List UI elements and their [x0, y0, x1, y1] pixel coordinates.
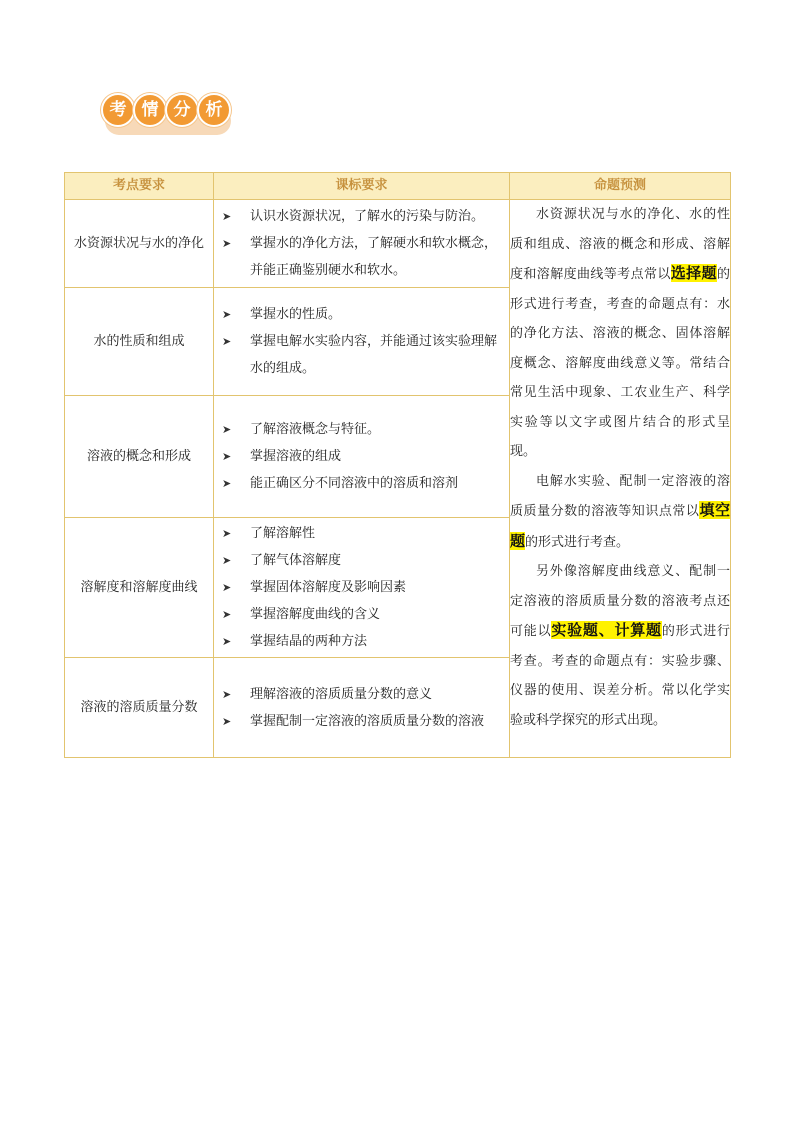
requirement-text: 掌握配制一定溶液的溶质质量分数的溶液 [250, 713, 485, 729]
list-item [222, 681, 509, 708]
arrowhead-bullet-icon: ➤ [222, 477, 232, 490]
list-item [222, 230, 509, 284]
requirement-text: 了解溶解性 [250, 526, 316, 541]
arrowhead-bullet-icon: ➤ [222, 527, 232, 540]
list-item [222, 628, 509, 655]
requirement-list [214, 416, 509, 497]
requirements-cell [214, 200, 510, 288]
requirements-cell [214, 518, 510, 658]
arrowhead-bullet-icon: ➤ [222, 635, 232, 648]
header-topic: 考点要求 [65, 173, 214, 200]
list-item [222, 470, 509, 497]
requirement-text: 了解溶液概念与特征。 [250, 422, 381, 437]
exam-analysis-table [64, 172, 731, 758]
requirement-text: 掌握溶液的组成 [250, 449, 342, 464]
topic-cell: 溶液的溶质质量分数 [65, 658, 214, 758]
list-item [222, 301, 509, 328]
topic-cell: 水资源状况与水的净化 [65, 200, 214, 288]
prediction-paragraph: 另外像溶解度曲线意义、配制一定溶液的溶质质量分数的溶液考点还可能以实验题、计算题的形式进行考查。考查的命题点有：实验步骤、仪器的使用、误差分析。常以化学实验或科学探究的形式出现。 [510, 564, 730, 728]
requirement-text: 掌握水的性质。 [250, 307, 342, 322]
requirements-cell [214, 658, 510, 758]
highlight-experiment-calculation: 实验题、计算题 [551, 621, 662, 639]
section-badge [101, 93, 233, 137]
header-prediction: 命题预测 [510, 173, 731, 200]
requirement-list [214, 520, 509, 655]
requirement-text: 掌握溶解度曲线的含义 [250, 607, 381, 622]
table-header-row [65, 173, 731, 200]
list-item [222, 574, 509, 601]
requirement-text: 了解气体溶解度 [250, 553, 342, 568]
highlight-choice-question: 选择题 [670, 264, 717, 282]
requirements-cell [214, 288, 510, 396]
list-item [222, 547, 509, 574]
arrowhead-bullet-icon: ➤ [222, 714, 232, 728]
requirements-cell [214, 396, 510, 518]
badge-char: 析 [197, 93, 231, 127]
list-item [222, 328, 509, 382]
requirement-list [214, 301, 509, 382]
requirement-text: 认识水资源状况，了解水的污染与防治。 [250, 209, 485, 224]
list-item [222, 443, 509, 470]
list-item [222, 520, 509, 547]
header-curriculum: 课标要求 [214, 173, 510, 200]
arrowhead-bullet-icon: ➤ [222, 581, 232, 594]
badge-char: 考 [101, 93, 135, 127]
list-item [222, 601, 509, 628]
list-item [222, 203, 509, 230]
badge-char: 情 [133, 93, 167, 127]
requirement-text: 掌握电解水实验内容，并能通过该实验理解水的组成。 [250, 334, 498, 376]
arrowhead-bullet-icon: ➤ [222, 608, 232, 621]
highlight-fill-question: 填空题 [510, 501, 730, 550]
arrowhead-bullet-icon: ➤ [222, 554, 232, 567]
prediction-paragraph: 水资源状况与水的净化、水的性质和组成、溶液的概念和形成、溶解度和溶解度曲线等考点常以选择题的形式进行考查，考查的命题点有：水的净化方法、溶液的概念、固体溶解度概念、溶解度曲线意义等。常结合常见生活中现象、工农业生产、科学实验等以文字或图片结合的形式呈现。 [510, 207, 730, 459]
list-item [222, 708, 509, 735]
requirement-list [214, 681, 509, 735]
arrowhead-bullet-icon: ➤ [222, 423, 232, 436]
prediction-cell [510, 200, 731, 758]
prediction-paragraph: 电解水实验、配制一定溶液的溶质质量分数的溶液等知识点常以填空题的形式进行考查。 [510, 473, 730, 550]
table-row [65, 200, 731, 288]
arrowhead-bullet-icon: ➤ [222, 308, 232, 321]
list-item [222, 416, 509, 443]
badge-char: 分 [165, 93, 199, 127]
topic-cell: 溶液的概念和形成 [65, 396, 214, 518]
arrowhead-bullet-icon: ➤ [222, 210, 232, 223]
arrowhead-bullet-icon: ➤ [222, 450, 232, 463]
requirement-text: 掌握结晶的两种方法 [250, 634, 368, 649]
arrowhead-bullet-icon: ➤ [222, 237, 232, 250]
topic-cell: 溶解度和溶解度曲线 [65, 518, 214, 658]
requirement-text: 掌握水的净化方法，了解硬水和软水概念，并能正确鉴别硬水和软水。 [250, 236, 498, 278]
topic-cell: 水的性质和组成 [65, 288, 214, 396]
requirement-list [214, 203, 509, 284]
requirement-text: 掌握固体溶解度及影响因素 [250, 580, 407, 595]
requirement-text: 理解溶液的溶质质量分数的意义 [250, 686, 433, 702]
arrowhead-bullet-icon: ➤ [222, 687, 232, 701]
arrowhead-bullet-icon: ➤ [222, 335, 232, 348]
requirement-text: 能正确区分不同溶液中的溶质和溶剂 [250, 476, 459, 491]
